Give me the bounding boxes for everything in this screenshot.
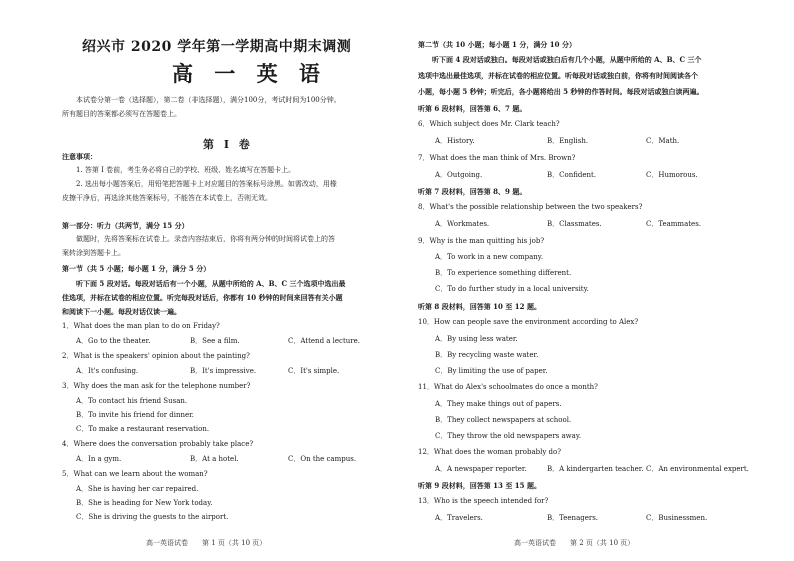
section-1-instruction-line-1: 听下面 5 段对话。每段对话后有一个小题，从题中所给的 A、B、C 三个选项中选出最 — [76, 279, 346, 288]
section-1-instruction-line-3: 和阅读下一小题。每段对话仅读一遍。 — [62, 307, 181, 316]
question-8-option-b: B．Classmates. — [547, 220, 602, 228]
question-11-option-b: B．They collect newspapers at school. — [435, 416, 572, 424]
question-10-option-a: A．By using less water. — [435, 335, 518, 343]
question-2-option-b: B．It's impressive. — [190, 367, 257, 375]
question-1-option-a: A．Go to the theater. — [76, 337, 151, 345]
question-2: 2．What is the speakers' opinion about the painting? — [62, 352, 250, 360]
question-7-option-b: B．Confident. — [547, 171, 597, 179]
question-11-option-a: A．They make things out of papers. — [435, 400, 562, 408]
question-3-option-c: C．To make a restaurant reservation. — [76, 425, 210, 433]
question-8-option-c: C．Teammates. — [646, 220, 702, 228]
question-9: 9．Why is the man quitting his job? — [418, 237, 545, 245]
material-9-heading: 听第 9 段材料，回答第 13 至 15 题。 — [418, 481, 541, 490]
question-11: 11．What do Alex's schoolmates do once a month? — [418, 383, 598, 391]
question-2-option-a: A．It's confusing. — [76, 367, 139, 375]
page-2-footer: 高一英语试卷 第 2 页（共 10 页） — [514, 539, 635, 547]
intro-line-2: 所有题目的答案都必须写在答题卷上。 — [62, 110, 181, 118]
part-1-instruction-line-2: 案转涂到答题卡上。 — [62, 249, 125, 257]
question-13-option-a: A．Travelers. — [435, 514, 483, 522]
question-3: 3．Why does the man ask for the telephone number? — [62, 382, 251, 390]
question-4: 4．Where does the conversation probably take place? — [62, 440, 254, 448]
section-2-instruction-line-3: 小题，每小题 5 秒钟；听完后，各小题将给出 5 秒钟的作答时间。每段对话或独白读两遍。 — [418, 87, 704, 96]
section-2-instruction-line-1: 听下面 4 段对话或独白。每段对话或独白后有几个小题，从题中所给的 A、B、C 三个 — [432, 55, 702, 64]
section-2-heading: 第二节（共 10 小题；每小题 1 分，满分 10 分） — [418, 40, 576, 49]
question-12-option-b: B．A kindergarten teacher. — [547, 465, 644, 473]
question-6-option-a: A．History. — [435, 137, 475, 145]
question-2-option-c: C．It's simple. — [288, 367, 340, 375]
section-1-instruction-line-2: 佳选项，并标在试卷的相应位置。听完每段对话后，你都有 10 秒钟的时间来回答有关小题 — [62, 293, 343, 302]
exam-page-2 — [397, 0, 794, 561]
intro-line-1: 本试卷分第一卷（选择题），第二卷（非选择题），满分100分，考试时间为100分钟。 — [76, 96, 341, 104]
material-6-heading: 听第 6 段材料，回答第 6、7 题。 — [418, 104, 527, 113]
notice-item-2-line-1: 2. 选出每小题答案后，用铅笔把答题卡上对应题目的答案标号涂黑。如需改动，用橡 — [76, 180, 337, 188]
question-6-option-b: B．English. — [547, 137, 589, 145]
question-9-option-a: A．To work in a new company. — [435, 253, 544, 261]
page-1-footer: 高一英语试卷 第 1 页（共 10 页） — [146, 539, 267, 547]
notice-heading: 注意事项： — [62, 152, 97, 161]
question-13-option-c: C．Businessmen. — [646, 514, 708, 522]
question-5-option-c: C．She is driving the guests to the airport. — [76, 513, 229, 521]
material-7-heading: 听第 7 段材料，回答第 8、9 题。 — [418, 187, 527, 196]
question-9-option-c: C．To do further study in a local university. — [435, 285, 589, 293]
exam-subject-title: 高 一 英 语 — [172, 61, 327, 86]
part-1-instruction-line-1: 做题时，先将答案标在试卷上。录音内容结束后，你将有两分钟的时间将试卷上的答 — [76, 235, 335, 243]
question-12: 12．What does the woman probably do? — [418, 448, 561, 456]
question-7-option-a: A．Outgoing. — [435, 171, 483, 179]
question-5: 5．What can we learn about the woman? — [62, 470, 208, 478]
question-3-option-b: B．To invite his friend for dinner. — [76, 411, 194, 419]
question-13-option-b: B．Teenagers. — [547, 514, 599, 522]
question-8: 8．What's the possible relationship between the two speakers? — [418, 203, 643, 211]
question-9-option-b: B．To experience something different. — [435, 269, 572, 277]
question-5-option-b: B．She is heading for New York today. — [76, 499, 213, 507]
volume-heading: 第 I 卷 — [203, 138, 253, 151]
section-1-heading: 第一节（共 5 小题；每小题 1 分，满分 5 分） — [62, 264, 211, 273]
question-4-option-c: C．On the campus. — [288, 455, 357, 463]
notice-item-2-line-2: 皮擦干净后，再选涂其他答案标号，不能答在本试卷上，否则无效。 — [62, 194, 272, 202]
question-10-option-b: B．By recycling waste water. — [435, 351, 539, 359]
notice-item-1: 1. 答第 I 卷前，考生务必将自己的学校、班级、姓名填写在答题卡上。 — [76, 166, 296, 174]
question-1-option-c: C．Attend a lecture. — [288, 337, 361, 345]
question-7: 7．What does the man think of Mrs. Brown? — [418, 154, 576, 162]
exam-title: 绍兴市 2020 学年第一学期高中期末调测 — [82, 39, 352, 55]
section-2-instruction-line-2: 选项中选出最佳选项，并标在试卷的相应位置。听每段对话或独白前，你将有时间阅读各个 — [418, 71, 698, 80]
part-1-heading: 第一部分：听力（共两节，满分 15 分） — [62, 221, 189, 230]
question-6: 6．Which subject does Mr. Clark teach? — [418, 120, 560, 128]
question-4-option-a: A．In a gym. — [76, 455, 122, 463]
question-12-option-c: C．An environmental expert. — [646, 465, 749, 473]
question-7-option-c: C．Humorous. — [646, 171, 698, 179]
question-8-option-a: A．Workmates. — [435, 220, 490, 228]
question-6-option-c: C．Math. — [646, 137, 680, 145]
material-8-heading: 听第 8 段材料，回答第 10 至 12 题。 — [418, 302, 541, 311]
question-12-option-a: A．A newspaper reporter. — [435, 465, 527, 473]
question-10-option-c: C．By limiting the use of paper. — [435, 367, 548, 375]
question-1: 1．What does the man plan to do on Friday? — [62, 322, 220, 330]
question-3-option-a: A．To contact his friend Susan. — [76, 397, 188, 405]
question-10: 10．How can people save the environment according to Alex? — [418, 318, 639, 326]
question-11-option-c: C．They throw the old newspapers away. — [435, 432, 582, 440]
question-5-option-a: A．She is having her car repaired. — [76, 485, 199, 493]
question-4-option-b: B．At a hotel. — [190, 455, 239, 463]
question-1-option-b: B．See a film. — [190, 337, 240, 345]
question-13: 13．Who is the speech intended for? — [418, 497, 549, 505]
